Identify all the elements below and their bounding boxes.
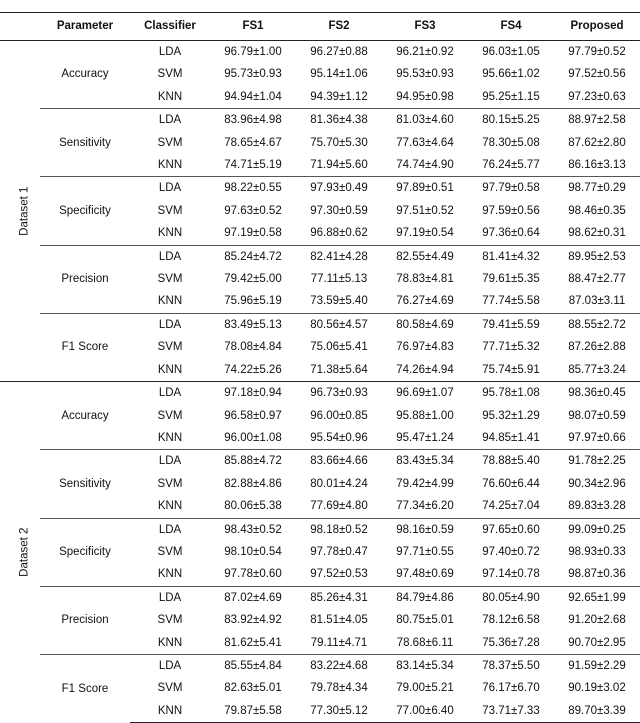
value-cell: 79.61±5.35: [482, 273, 540, 286]
value-cell: 71.94±5.60: [310, 159, 368, 172]
value-cell: 88.47±2.77: [568, 273, 626, 286]
classifier-cell: LDA: [130, 109, 210, 132]
fs3-header: FS3: [414, 20, 436, 32]
value-cell: 71.38±5.64: [310, 363, 368, 376]
value-cell: 77.34±6.20: [396, 500, 454, 513]
blank-header: [0, 13, 40, 41]
value-cell: 78.37±5.50: [468, 654, 554, 677]
value-cell: 97.78±0.60: [224, 568, 282, 581]
value-cell: 95.73±0.93: [224, 68, 282, 81]
parameter-cell: Precision: [40, 245, 130, 313]
value-cell: 97.23±0.63: [568, 90, 626, 103]
value-cell: 97.79±0.58: [468, 177, 554, 200]
value-cell: 76.60±6.44: [482, 477, 540, 490]
parameter-header: Parameter: [56, 20, 114, 32]
value-cell: 98.07±0.59: [568, 409, 626, 422]
value-cell: 77.74±5.58: [482, 295, 540, 308]
classifier-cell: SVM: [157, 477, 183, 490]
table-row: [0, 382, 640, 405]
value-cell: 96.69±1.07: [382, 382, 468, 405]
classifier-cell: SVM: [157, 682, 183, 695]
value-cell: 98.43±0.52: [210, 518, 296, 541]
classifier-cell: LDA: [158, 46, 182, 58]
value-cell: 94.39±1.12: [310, 90, 368, 103]
value-cell: 80.01±4.24: [310, 477, 368, 490]
value-cell: 98.87±0.36: [568, 568, 626, 581]
value-cell: 74.26±4.94: [396, 363, 454, 376]
table-row: [0, 518, 640, 541]
value-cell: 75.70±5.30: [310, 136, 368, 149]
table-row: [0, 654, 640, 677]
value-cell: 96.73±0.93: [296, 382, 382, 405]
classifier-cell: LDA: [130, 382, 210, 405]
classifier-cell: SVM: [157, 136, 183, 149]
classifier-cell: LDA: [130, 450, 210, 473]
value-cell: 94.94±1.04: [224, 90, 282, 103]
value-cell: 78.68±6.11: [396, 636, 454, 649]
table-row: [0, 450, 640, 473]
parameter-cell: F1 Score: [40, 313, 130, 381]
value-cell: 76.17±6.70: [482, 682, 540, 695]
value-cell: 80.06±5.38: [224, 500, 282, 513]
value-cell: 97.52±0.53: [310, 568, 368, 581]
value-cell: 97.89±0.51: [382, 177, 468, 200]
value-cell: 85.88±4.72: [210, 450, 296, 473]
classifier-cell: SVM: [157, 68, 183, 81]
value-cell: 89.70±3.39: [554, 700, 640, 723]
table-row: [0, 313, 640, 336]
value-cell: 83.43±5.34: [382, 450, 468, 473]
value-cell: 83.66±4.66: [296, 450, 382, 473]
value-cell: 78.12±6.58: [482, 614, 540, 627]
value-cell: 85.77±3.24: [568, 363, 626, 376]
classifier-cell: LDA: [130, 177, 210, 200]
table-row: [0, 109, 640, 132]
classifier-cell: LDA: [130, 518, 210, 541]
value-cell: 73.71±7.33: [468, 700, 554, 723]
value-cell: 97.59±0.56: [482, 204, 540, 217]
value-cell: 80.58±4.69: [382, 313, 468, 336]
value-cell: 97.51±0.52: [396, 204, 454, 217]
value-cell: 80.75±5.01: [396, 614, 454, 627]
value-cell: 96.79±1.00: [224, 46, 282, 58]
value-cell: 78.08±4.84: [224, 341, 282, 354]
value-cell: 81.36±4.38: [296, 109, 382, 132]
value-cell: 76.24±5.77: [482, 159, 540, 172]
value-cell: 87.26±2.88: [568, 341, 626, 354]
table-row: [0, 245, 640, 268]
value-cell: 83.22±4.68: [296, 654, 382, 677]
value-cell: 83.49±5.13: [210, 313, 296, 336]
value-cell: 73.59±5.40: [310, 295, 368, 308]
value-cell: 87.62±2.80: [568, 136, 626, 149]
table-body: [0, 41, 640, 723]
value-cell: 89.95±2.53: [554, 245, 640, 268]
value-cell: 82.41±4.28: [296, 245, 382, 268]
value-cell: 94.95±0.98: [396, 90, 454, 103]
value-cell: 88.55±2.72: [554, 313, 640, 336]
value-cell: 90.34±2.96: [568, 477, 626, 490]
value-cell: 79.00±5.21: [396, 682, 454, 695]
value-cell: 90.19±3.02: [568, 682, 626, 695]
value-cell: 92.65±1.99: [554, 586, 640, 609]
classifier-cell: SVM: [157, 409, 183, 422]
value-cell: 78.65±4.67: [224, 136, 282, 149]
classifier-cell: KNN: [157, 159, 183, 172]
value-cell: 79.78±4.34: [310, 682, 368, 695]
value-cell: 83.92±4.92: [224, 614, 282, 627]
parameter-cell: Specificity: [40, 518, 130, 586]
dataset-label-cell: [0, 382, 40, 723]
value-cell: 98.36±0.45: [554, 382, 640, 405]
classifier-cell: KNN: [157, 500, 183, 513]
value-cell: 81.03±4.60: [382, 109, 468, 132]
value-cell: 86.16±3.13: [568, 159, 626, 172]
value-cell: 76.27±4.69: [396, 295, 454, 308]
value-cell: 97.71±0.55: [396, 545, 454, 558]
value-cell: 96.00±0.85: [310, 409, 368, 422]
classifier-cell: KNN: [157, 90, 183, 103]
fs2-header: FS2: [328, 20, 350, 32]
parameter-cell: Sensitivity: [40, 450, 130, 518]
value-cell: 96.88±0.62: [310, 227, 368, 240]
value-cell: 78.88±5.40: [468, 450, 554, 473]
value-cell: 95.14±1.06: [310, 68, 368, 81]
value-cell: 82.63±5.01: [224, 682, 282, 695]
value-cell: 96.00±1.08: [224, 431, 282, 444]
value-cell: 96.27±0.88: [310, 46, 368, 58]
value-cell: 79.87±5.58: [210, 700, 296, 723]
value-cell: 74.25±7.04: [482, 500, 540, 513]
value-cell: 74.71±5.19: [224, 159, 282, 172]
value-cell: 77.63±4.64: [396, 136, 454, 149]
value-cell: 98.10±0.54: [224, 545, 282, 558]
dataset-label: Dataset 2: [18, 527, 31, 578]
value-cell: 77.69±4.80: [310, 500, 368, 513]
value-cell: 80.05±4.90: [468, 586, 554, 609]
value-cell: 95.66±1.02: [482, 68, 540, 81]
value-cell: 78.30±5.08: [482, 136, 540, 149]
value-cell: 96.58±0.97: [224, 409, 282, 422]
parameter-cell: Specificity: [40, 177, 130, 245]
value-cell: 97.93±0.49: [296, 177, 382, 200]
classifier-cell: KNN: [157, 227, 183, 240]
dataset-label: Dataset 1: [18, 186, 31, 236]
dataset-label-cell: [0, 41, 40, 382]
value-cell: 97.19±0.54: [396, 227, 454, 240]
value-cell: 97.97±0.66: [568, 431, 626, 444]
classifier-cell: KNN: [130, 700, 210, 723]
value-cell: 97.52±0.56: [568, 68, 626, 81]
value-cell: 97.18±0.94: [210, 382, 296, 405]
value-cell: 91.78±2.25: [554, 450, 640, 473]
value-cell: 79.11±4.71: [310, 636, 368, 649]
classifier-cell: SVM: [157, 204, 183, 217]
value-cell: 77.71±5.32: [482, 341, 540, 354]
fs4-header: FS4: [500, 20, 522, 32]
value-cell: 77.00±6.40: [382, 700, 468, 723]
value-cell: 77.30±5.12: [296, 700, 382, 723]
value-cell: 80.56±4.57: [296, 313, 382, 336]
proposed-header: Proposed: [570, 20, 624, 32]
value-cell: 78.83±4.81: [396, 273, 454, 286]
value-cell: 98.62±0.31: [568, 227, 626, 240]
value-cell: 85.24±4.72: [210, 245, 296, 268]
value-cell: 99.09±0.25: [554, 518, 640, 541]
value-cell: 98.93±0.33: [568, 545, 626, 558]
results-table-container: [0, 12, 640, 723]
value-cell: 95.25±1.15: [482, 90, 540, 103]
value-cell: 95.32±1.29: [482, 409, 540, 422]
value-cell: 77.11±5.13: [310, 273, 368, 286]
fs1-header: FS1: [242, 20, 264, 32]
value-cell: 91.59±2.29: [554, 654, 640, 677]
value-cell: 75.06±5.41: [310, 341, 368, 354]
results-table: [0, 12, 640, 723]
classifier-cell: KNN: [157, 636, 183, 649]
value-cell: 97.40±0.72: [482, 545, 540, 558]
value-cell: 84.79±4.86: [382, 586, 468, 609]
value-cell: 79.42±5.00: [224, 273, 282, 286]
classifier-cell: KNN: [157, 295, 183, 308]
parameter-cell: Sensitivity: [40, 109, 130, 177]
classifier-cell: KNN: [157, 363, 183, 376]
value-cell: 97.79±0.52: [568, 46, 626, 58]
parameter-cell: Accuracy: [40, 382, 130, 450]
classifier-cell: SVM: [157, 273, 183, 286]
value-cell: 81.41±4.32: [468, 245, 554, 268]
classifier-cell: LDA: [130, 245, 210, 268]
value-cell: 95.54±0.96: [310, 431, 368, 444]
parameter-cell: Precision: [40, 586, 130, 654]
value-cell: 95.88±1.00: [396, 409, 454, 422]
value-cell: 87.02±4.69: [210, 586, 296, 609]
value-cell: 98.16±0.59: [382, 518, 468, 541]
classifier-cell: SVM: [157, 614, 183, 627]
table-row: [0, 177, 640, 200]
classifier-cell: KNN: [157, 568, 183, 581]
classifier-header: Classifier: [144, 20, 196, 32]
value-cell: 97.36±0.64: [482, 227, 540, 240]
value-cell: 81.62±5.41: [224, 636, 282, 649]
value-cell: 83.96±4.98: [210, 109, 296, 132]
classifier-cell: SVM: [157, 341, 183, 354]
value-cell: 97.78±0.47: [310, 545, 368, 558]
value-cell: 94.85±1.41: [482, 431, 540, 444]
value-cell: 85.26±4.31: [296, 586, 382, 609]
value-cell: 75.74±5.91: [482, 363, 540, 376]
table-row: [0, 586, 640, 609]
value-cell: 82.88±4.86: [224, 477, 282, 490]
parameter-cell: Accuracy: [61, 68, 109, 81]
classifier-cell: SVM: [157, 545, 183, 558]
value-cell: 75.96±5.19: [224, 295, 282, 308]
value-cell: 98.18±0.52: [296, 518, 382, 541]
value-cell: 91.20±2.68: [568, 614, 626, 627]
value-cell: 83.14±5.34: [382, 654, 468, 677]
value-cell: 95.78±1.08: [468, 382, 554, 405]
value-cell: 87.03±3.11: [568, 295, 626, 308]
value-cell: 97.19±0.58: [224, 227, 282, 240]
table-row: [0, 41, 640, 64]
value-cell: 85.55±4.84: [210, 654, 296, 677]
value-cell: 97.14±0.78: [482, 568, 540, 581]
table-header-row: [0, 13, 640, 41]
value-cell: 88.97±2.58: [554, 109, 640, 132]
value-cell: 95.47±1.24: [396, 431, 454, 444]
value-cell: 98.46±0.35: [568, 204, 626, 217]
classifier-cell: LDA: [130, 654, 210, 677]
value-cell: 76.97±4.83: [396, 341, 454, 354]
value-cell: 97.30±0.59: [310, 204, 368, 217]
value-cell: 97.65±0.60: [468, 518, 554, 541]
parameter-cell: F1 Score: [40, 654, 130, 722]
value-cell: 80.15±5.25: [468, 109, 554, 132]
value-cell: 97.63±0.52: [224, 204, 282, 217]
value-cell: 89.83±3.28: [568, 500, 626, 513]
classifier-cell: LDA: [130, 586, 210, 609]
classifier-cell: LDA: [130, 313, 210, 336]
value-cell: 79.41±5.59: [468, 313, 554, 336]
value-cell: 95.53±0.93: [396, 68, 454, 81]
value-cell: 74.22±5.26: [224, 363, 282, 376]
value-cell: 97.48±0.69: [396, 568, 454, 581]
value-cell: 90.70±2.95: [568, 636, 626, 649]
value-cell: 98.22±0.55: [210, 177, 296, 200]
value-cell: 98.77±0.29: [554, 177, 640, 200]
value-cell: 96.21±0.92: [396, 46, 454, 58]
value-cell: 81.51±4.05: [310, 614, 368, 627]
value-cell: 74.74±4.90: [396, 159, 454, 172]
value-cell: 96.03±1.05: [482, 46, 540, 58]
value-cell: 82.55±4.49: [382, 245, 468, 268]
value-cell: 79.42±4.99: [396, 477, 454, 490]
value-cell: 75.36±7.28: [482, 636, 540, 649]
classifier-cell: KNN: [157, 431, 183, 444]
